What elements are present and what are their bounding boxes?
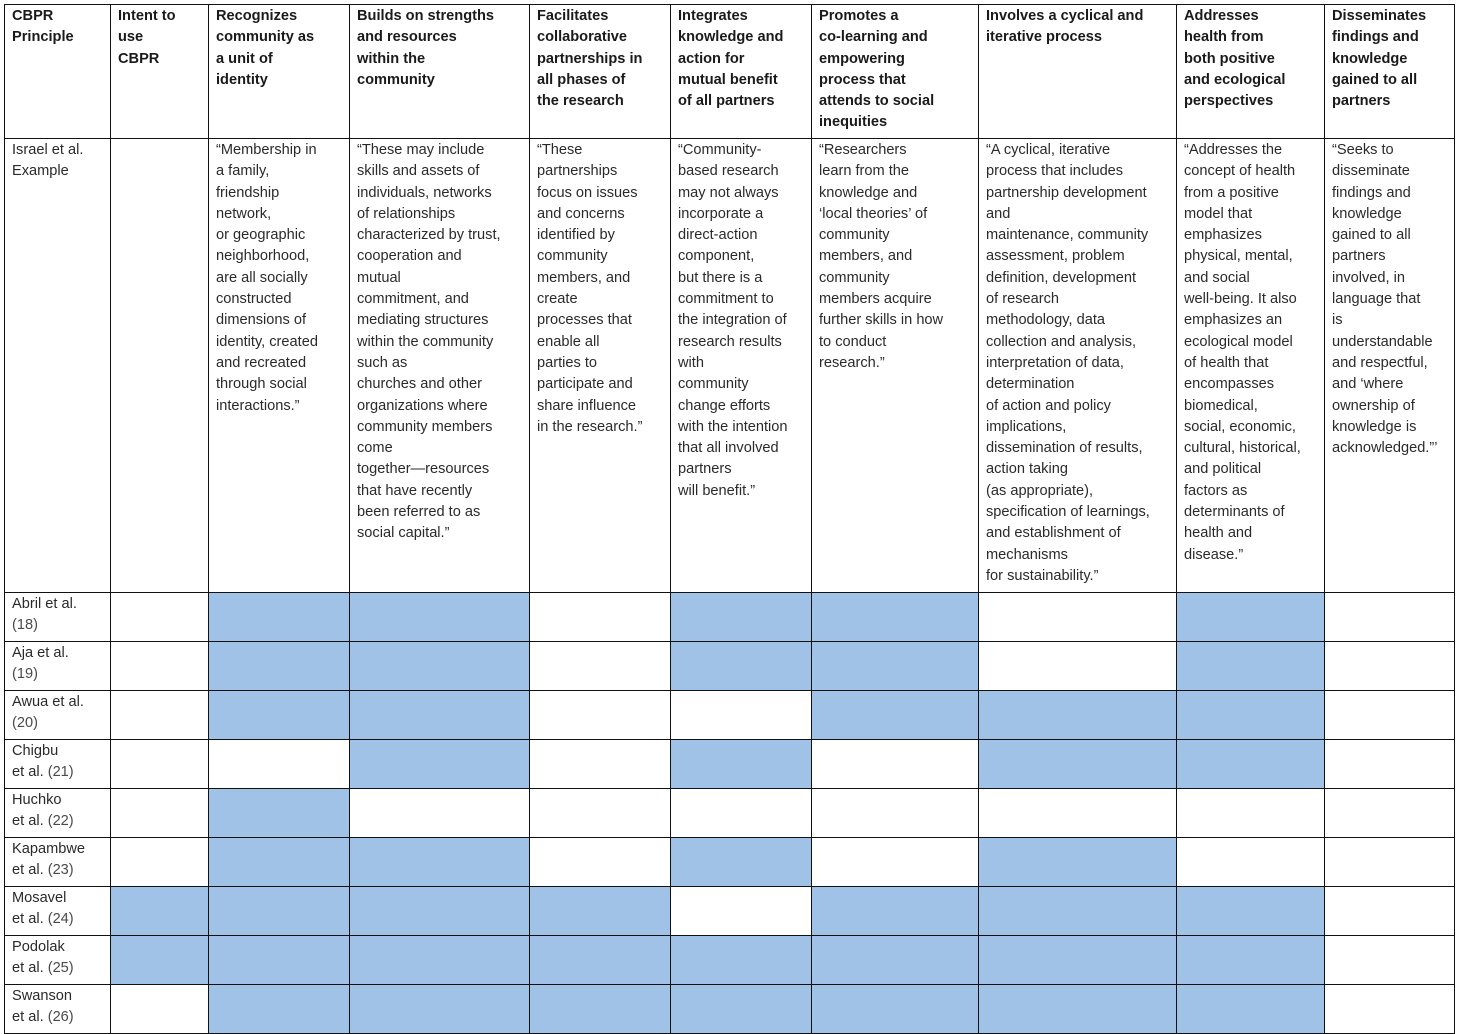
principle-cell: [979, 985, 1177, 1034]
principle-cell: [1325, 691, 1455, 740]
principle-cell: [812, 642, 979, 691]
study-name: Swanson et al.: [12, 988, 73, 1026]
principle-cell: [530, 838, 671, 887]
principle-cell: [209, 593, 350, 642]
principle-cell: [1325, 887, 1455, 936]
study-name: Podolak et al.: [12, 939, 65, 977]
study-row: [5, 838, 1455, 887]
principle-cell: [671, 642, 812, 691]
example-cell: “Community- based research may not always incorporate a direct-action component, but there is a commitment to the integration of research results with community change efforts with the intention that all involved partners will benefit.”: [671, 139, 812, 593]
principle-cell: [1177, 642, 1325, 691]
example-cell: “Seeks to disseminate findings and knowledge gained to all partners involved, in language that is understandable and respectful, and ‘where ownership of knowledge is acknowledged.”’: [1325, 139, 1455, 593]
principle-cell: [1177, 887, 1325, 936]
principle-cell: [812, 936, 979, 985]
principle-cell: [671, 789, 812, 838]
cbpr-principles-table: [4, 4, 1455, 1034]
study-row: [5, 789, 1455, 838]
principle-cell: [111, 593, 209, 642]
header-disseminates-findings: Disseminates findings and knowledge gained to all partners: [1325, 5, 1455, 139]
principle-cell: [111, 985, 209, 1034]
example-cell: “These partnerships focus on issues and concerns identified by community members, and create processes that enable all parties to participate and share influence in the research.”: [530, 139, 671, 593]
principle-cell: [671, 838, 812, 887]
study-name: Abril et al.: [12, 596, 77, 612]
principle-cell: [1325, 789, 1455, 838]
study-reference: (23): [47, 862, 74, 879]
principle-cell: [350, 985, 530, 1034]
principle-cell: [111, 691, 209, 740]
principle-cell: [1325, 838, 1455, 887]
principle-cell: [111, 642, 209, 691]
study-label: [5, 691, 111, 740]
example-cell: [111, 139, 209, 593]
principle-cell: [1325, 985, 1455, 1034]
principle-cell: [350, 593, 530, 642]
study-row: [5, 691, 1455, 740]
principle-cell: [209, 985, 350, 1034]
principle-cell: [812, 838, 979, 887]
study-reference: (20): [12, 715, 38, 732]
principle-cell: [671, 691, 812, 740]
study-label: [5, 789, 111, 838]
study-label: [5, 642, 111, 691]
study-reference: (25): [47, 960, 74, 977]
principle-cell: [530, 789, 671, 838]
principle-cell: [350, 936, 530, 985]
principle-cell: [1325, 936, 1455, 985]
principle-cell: [350, 887, 530, 936]
principle-cell: [1325, 593, 1455, 642]
study-row: [5, 936, 1455, 985]
principle-cell: [530, 985, 671, 1034]
principle-cell: [812, 691, 979, 740]
study-name: Aja et al.: [12, 645, 69, 661]
principle-cell: [671, 985, 812, 1034]
header-builds-on-strengths: Builds on strengths and resources within the community: [350, 5, 530, 139]
principle-cell: [350, 740, 530, 789]
example-cell: “Membership in a family, friendship network, or geographic neighborhood, are all socially constructed dimensions of identity, created and recreated through social interactions.”: [209, 139, 350, 593]
study-reference: (21): [47, 764, 74, 781]
principle-cell: [530, 593, 671, 642]
study-name: Kapambwe et al.: [12, 841, 86, 879]
principle-cell: [1177, 593, 1325, 642]
study-name: Huchko et al.: [12, 792, 62, 830]
principle-cell: [1177, 985, 1325, 1034]
study-row: [5, 593, 1455, 642]
study-label: [5, 593, 111, 642]
study-row: [5, 985, 1455, 1034]
study-row: [5, 740, 1455, 789]
example-cell: “Addresses the concept of health from a positive model that emphasizes physical, mental, and social well-being. It also emphasizes an ecological model of health that encompasses biomedical, social, economic, cultural, historical, and political factors as determinants of health and disease.”: [1177, 139, 1325, 593]
principle-cell: [350, 642, 530, 691]
header-community-identity: Recognizes community as a unit of identity: [209, 5, 350, 139]
study-reference: (19): [12, 666, 38, 683]
principle-cell: [111, 789, 209, 838]
principle-cell: [979, 936, 1177, 985]
principle-cell: [671, 936, 812, 985]
header-collaborative-partnerships: Facilitates collaborative partnerships in all phases of the research: [530, 5, 671, 139]
principle-cell: [111, 740, 209, 789]
header-integrates-knowledge: Integrates knowledge and action for mutual benefit of all partners: [671, 5, 812, 139]
principle-cell: [979, 838, 1177, 887]
principle-cell: [812, 887, 979, 936]
study-name: Awua et al.: [12, 694, 84, 710]
principle-cell: [350, 838, 530, 887]
header-addresses-health: Addresses health from both positive and ecological perspectives: [1177, 5, 1325, 139]
example-cell: “Researchers learn from the knowledge and ‘local theories’ of community members, and community members acquire further skills in how to conduct research.”: [812, 139, 979, 593]
principle-cell: [209, 789, 350, 838]
principle-cell: [979, 593, 1177, 642]
principle-cell: [209, 887, 350, 936]
study-reference: (18): [12, 617, 38, 634]
principle-cell: [530, 740, 671, 789]
principle-cell: [209, 936, 350, 985]
study-row: [5, 642, 1455, 691]
study-label: [5, 887, 111, 936]
header-intent-to-use: Intent to use CBPR: [111, 5, 209, 139]
principle-cell: [530, 691, 671, 740]
example-cell: “A cyclical, iterative process that includes partnership development and maintenance, community assessment, problem definition, development of research methodology, data collection and analysis, interpretation of data, determination of action and policy implications, dissemination of results, action taking (as appropriate), specification of learnings, and establishment of mechanisms for sustainability.”: [979, 139, 1177, 593]
principle-cell: [111, 936, 209, 985]
header-cbpr-principle: CBPR Principle: [5, 5, 111, 139]
principle-cell: [350, 691, 530, 740]
principle-cell: [350, 789, 530, 838]
principle-cell: [1177, 691, 1325, 740]
principle-cell: [812, 740, 979, 789]
principle-cell: [812, 593, 979, 642]
study-name: Mosavel et al.: [12, 890, 67, 928]
study-label: [5, 985, 111, 1034]
principle-cell: [1177, 740, 1325, 789]
principle-cell: [979, 887, 1177, 936]
example-label: Israel et al. Example: [5, 139, 111, 593]
principle-cell: [1177, 789, 1325, 838]
principle-cell: [209, 691, 350, 740]
study-label: [5, 936, 111, 985]
principle-cell: [1325, 642, 1455, 691]
principle-cell: [979, 642, 1177, 691]
principle-cell: [1177, 936, 1325, 985]
principle-cell: [979, 691, 1177, 740]
principle-cell: [812, 789, 979, 838]
principle-cell: [1325, 740, 1455, 789]
principle-cell: [209, 642, 350, 691]
principle-cell: [979, 740, 1177, 789]
principle-cell: [111, 887, 209, 936]
header-cyclical-process: Involves a cyclical and iterative process: [979, 5, 1177, 139]
principle-cell: [671, 593, 812, 642]
study-row: [5, 887, 1455, 936]
header-co-learning: Promotes a co-learning and empowering process that attends to social inequities: [812, 5, 979, 139]
principle-cell: [530, 887, 671, 936]
header-row: [5, 5, 1455, 139]
principle-cell: [530, 642, 671, 691]
example-cell: “These may include skills and assets of individuals, networks of relationships characterized by trust, cooperation and mutual commitment, and mediating structures within the community such as churches and other organizations where community members come together—resources that have recently been referred to as social capital.”: [350, 139, 530, 593]
study-reference: (22): [47, 813, 74, 830]
principle-cell: [209, 740, 350, 789]
study-label: [5, 838, 111, 887]
study-reference: (26): [47, 1009, 74, 1026]
study-label: [5, 740, 111, 789]
principle-cell: [671, 887, 812, 936]
principle-cell: [1177, 838, 1325, 887]
principle-cell: [979, 789, 1177, 838]
example-row: [5, 139, 1455, 593]
study-name: Chigbu et al.: [12, 743, 59, 781]
principle-cell: [209, 838, 350, 887]
principle-cell: [812, 985, 979, 1034]
principle-cell: [671, 740, 812, 789]
principle-cell: [111, 838, 209, 887]
study-reference: (24): [47, 911, 74, 928]
principle-cell: [530, 936, 671, 985]
